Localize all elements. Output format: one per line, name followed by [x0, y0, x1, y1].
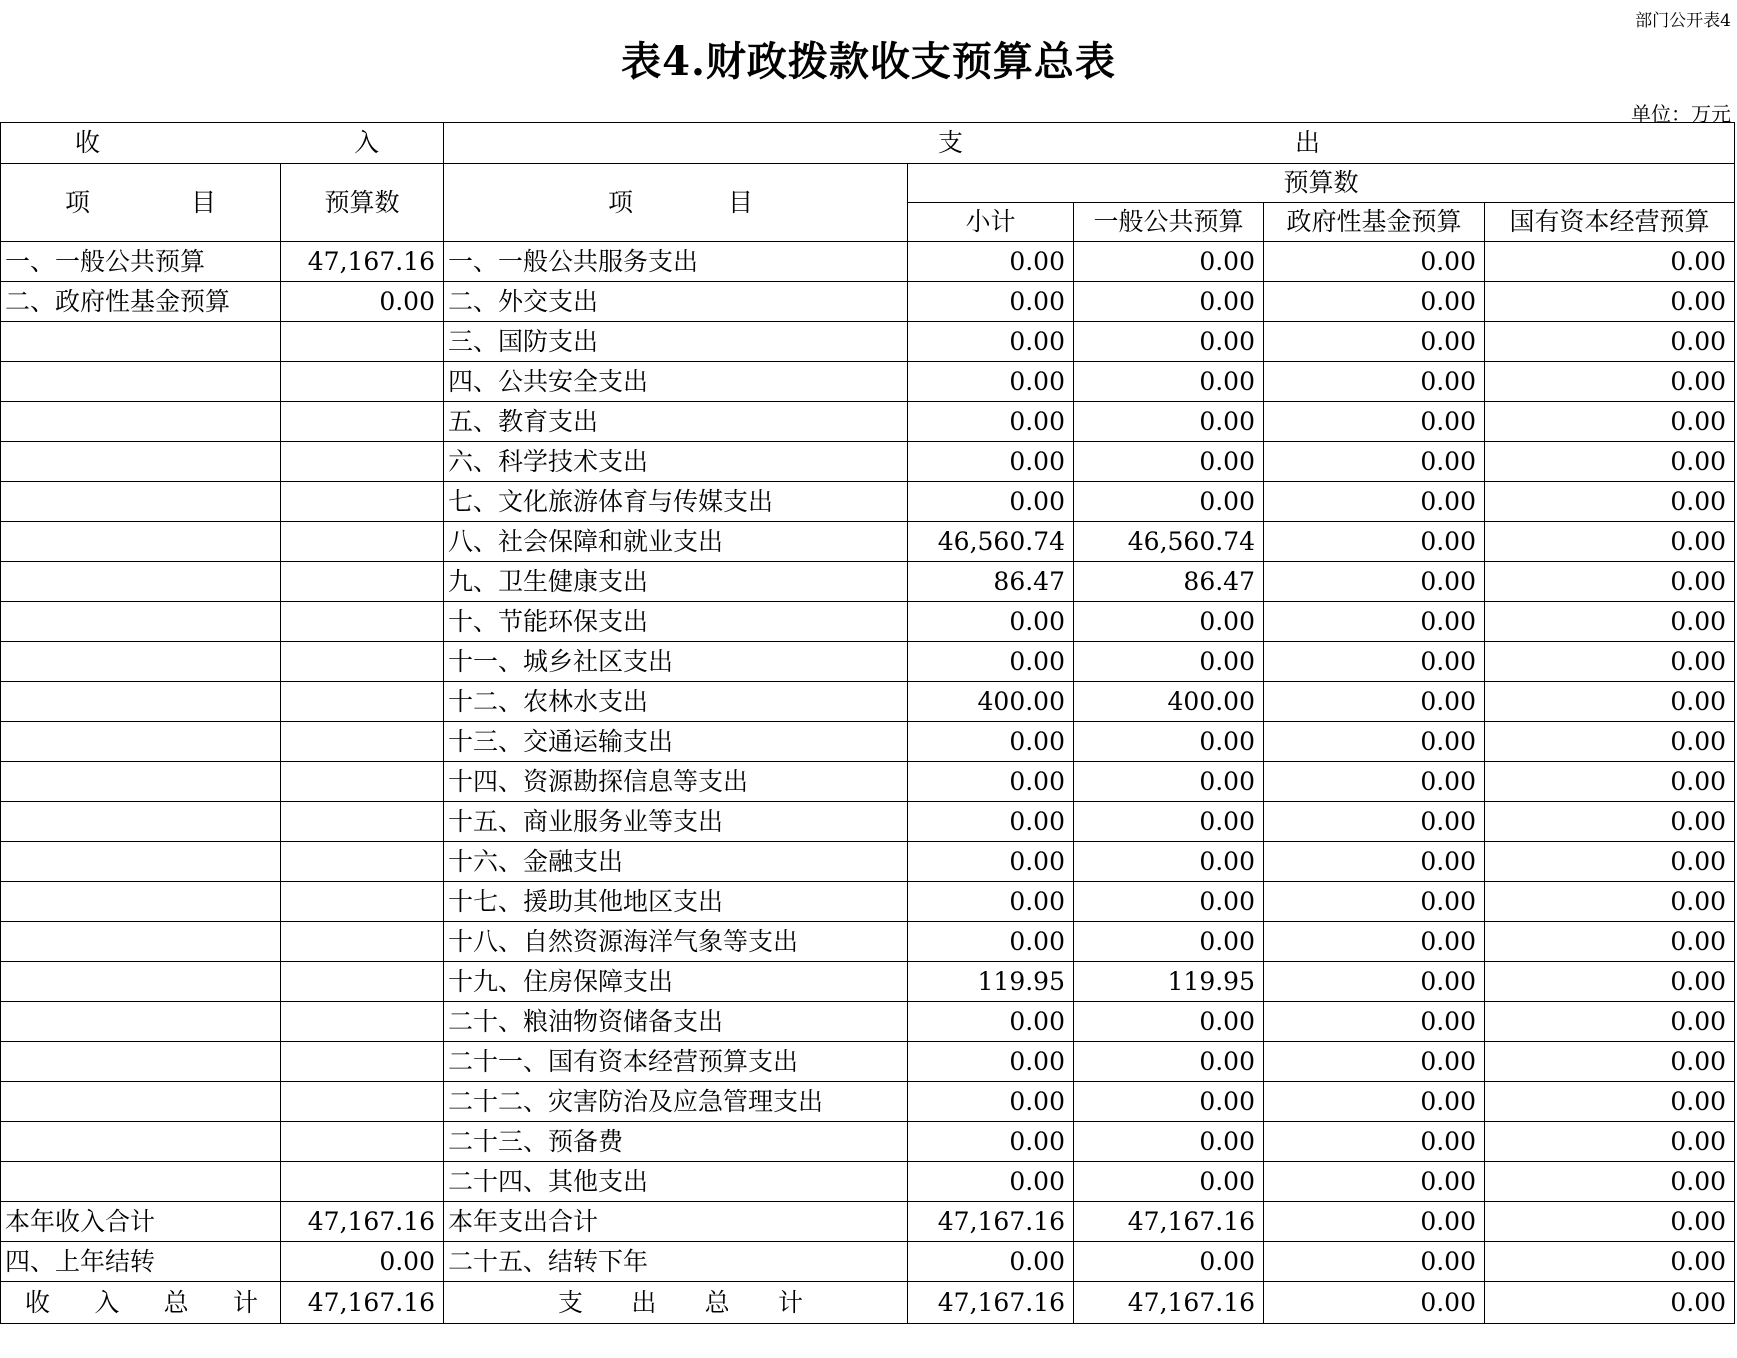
- expense-item-cell: 十六、金融支出: [444, 842, 908, 882]
- income-amount-cell: [281, 1162, 444, 1202]
- income-amount-cell: [281, 322, 444, 362]
- table-row: [1, 762, 1735, 802]
- income-amount-cell: [281, 482, 444, 522]
- income-amount-cell: [281, 722, 444, 762]
- table-row: [1, 642, 1735, 682]
- item-header-char: 目: [727, 187, 753, 217]
- general-public-cell: 0.00: [1074, 762, 1264, 802]
- table-row: [1, 242, 1735, 282]
- table-row: [1, 402, 1735, 442]
- expense-header-char: 出: [1295, 128, 1321, 157]
- income-amount-cell: [281, 642, 444, 682]
- income-item-cell: [1, 642, 281, 682]
- income-item-cell: 二、政府性基金预算: [1, 282, 281, 322]
- state-capital-cell: 0.00: [1485, 1202, 1735, 1242]
- general-public-header: 一般公共预算: [1074, 203, 1264, 242]
- general-public-cell: 119.95: [1074, 962, 1264, 1002]
- expense-total-label: [444, 1282, 908, 1324]
- expense-item-cell: 二十一、国有资本经营预算支出: [444, 1042, 908, 1082]
- subtotal-cell: 0.00: [908, 722, 1074, 762]
- income-item-cell: [1, 442, 281, 482]
- table-row: [1, 682, 1735, 722]
- expense-item-cell: 本年支出合计: [444, 1202, 908, 1242]
- income-total-amount: 47,167.16: [281, 1282, 444, 1324]
- expense-item-cell: 十九、住房保障支出: [444, 962, 908, 1002]
- expense-item-cell: 二十三、预备费: [444, 1122, 908, 1162]
- gov-fund-cell: 0.00: [1264, 362, 1485, 402]
- table-row: [1, 962, 1735, 1002]
- income-item-cell: [1, 1002, 281, 1042]
- expense-item-cell: 五、教育支出: [444, 402, 908, 442]
- subtotal-cell: 0.00: [908, 1122, 1074, 1162]
- expense-item-cell: 九、卫生健康支出: [444, 562, 908, 602]
- general-public-cell: 0.00: [1074, 802, 1264, 842]
- gov-fund-cell: 0.00: [1264, 882, 1485, 922]
- expense-item-cell: 八、社会保障和就业支出: [444, 522, 908, 562]
- general-public-cell: 0.00: [1074, 1162, 1264, 1202]
- table-row: [1, 1002, 1735, 1042]
- state-capital-cell: 0.00: [1485, 722, 1735, 762]
- expense-item-cell: 二十二、灾害防治及应急管理支出: [444, 1082, 908, 1122]
- total-row: [1, 1282, 1735, 1324]
- expense-item-cell: 十七、援助其他地区支出: [444, 882, 908, 922]
- income-item-header: [1, 164, 281, 242]
- income-amount-cell: 47,167.16: [281, 242, 444, 282]
- gov-fund-cell: 0.00: [1264, 562, 1485, 602]
- general-public-cell: 0.00: [1074, 1122, 1264, 1162]
- state-capital-header: 国有资本经营预算: [1485, 203, 1735, 242]
- gov-fund-cell: 0.00: [1264, 442, 1485, 482]
- income-item-cell: [1, 922, 281, 962]
- income-item-cell: [1, 562, 281, 602]
- income-amount-cell: [281, 442, 444, 482]
- general-public-cell: 0.00: [1074, 1002, 1264, 1042]
- income-item-cell: [1, 362, 281, 402]
- item-header-char: 项: [608, 187, 634, 217]
- gov-fund-cell: 0.00: [1264, 762, 1485, 802]
- table-row: [1, 1042, 1735, 1082]
- subtotal-cell: 0.00: [908, 602, 1074, 642]
- table-row: [1, 602, 1735, 642]
- expense-item-cell: 二、外交支出: [444, 282, 908, 322]
- gov-fund-cell: 0.00: [1264, 522, 1485, 562]
- state-capital-cell: 0.00: [1485, 642, 1735, 682]
- income-total-label-char: 入: [94, 1288, 120, 1317]
- gov-fund-cell: 0.00: [1264, 1082, 1485, 1122]
- subtotal-cell: 46,560.74: [908, 522, 1074, 562]
- general-public-cell: 0.00: [1074, 362, 1264, 402]
- item-header-char: 目: [190, 187, 216, 217]
- state-capital-cell: 0.00: [1485, 762, 1735, 802]
- income-budget-header: 预算数: [281, 164, 444, 242]
- income-amount-cell: [281, 1042, 444, 1082]
- income-amount-cell: [281, 882, 444, 922]
- header-row-columns: [1, 164, 1735, 203]
- table-row: [1, 362, 1735, 402]
- state-capital-cell: 0.00: [1485, 362, 1735, 402]
- subtotal-cell: 0.00: [908, 1082, 1074, 1122]
- table-row: [1, 1242, 1735, 1282]
- income-item-cell: [1, 602, 281, 642]
- expense-item-cell: 二十五、结转下年: [444, 1242, 908, 1282]
- general-public-cell: 0.00: [1074, 1242, 1264, 1282]
- header-row-sections: [1, 123, 1735, 164]
- item-header-char: 项: [65, 187, 91, 217]
- budget-count-group-header: 预算数: [908, 164, 1735, 203]
- state-capital-cell: 0.00: [1485, 282, 1735, 322]
- general-public-cell: 86.47: [1074, 562, 1264, 602]
- income-item-cell: [1, 1162, 281, 1202]
- expense-total-label-char: 总: [704, 1288, 730, 1317]
- gov-fund-cell: 0.00: [1264, 722, 1485, 762]
- subtotal-cell: 47,167.16: [908, 1202, 1074, 1242]
- expense-total-label-char: 出: [631, 1288, 657, 1317]
- income-header-char: 入: [353, 128, 379, 157]
- subtotal-cell: 0.00: [908, 802, 1074, 842]
- income-item-cell: [1, 402, 281, 442]
- income-item-cell: [1, 962, 281, 1002]
- budget-table: [0, 122, 1735, 1324]
- income-total-label: [1, 1282, 281, 1324]
- gov-fund-cell: 0.00: [1264, 482, 1485, 522]
- gov-fund-cell: 0.00: [1264, 242, 1485, 282]
- state-capital-total-cell: 0.00: [1485, 1282, 1735, 1324]
- subtotal-cell: 0.00: [908, 362, 1074, 402]
- income-item-cell: [1, 882, 281, 922]
- income-item-cell: 四、上年结转: [1, 1242, 281, 1282]
- general-public-cell: 400.00: [1074, 682, 1264, 722]
- gov-fund-total-cell: 0.00: [1264, 1282, 1485, 1324]
- table-row: [1, 522, 1735, 562]
- expense-item-cell: 十一、城乡社区支出: [444, 642, 908, 682]
- general-public-total-cell: 47,167.16: [1074, 1282, 1264, 1324]
- table-row: [1, 322, 1735, 362]
- table-row: [1, 1162, 1735, 1202]
- table-row: [1, 1082, 1735, 1122]
- income-item-cell: 一、一般公共预算: [1, 242, 281, 282]
- general-public-cell: 0.00: [1074, 642, 1264, 682]
- subtotal-cell: 0.00: [908, 282, 1074, 322]
- income-item-cell: [1, 762, 281, 802]
- gov-fund-cell: 0.00: [1264, 402, 1485, 442]
- gov-fund-cell: 0.00: [1264, 1162, 1485, 1202]
- state-capital-cell: 0.00: [1485, 1242, 1735, 1282]
- subtotal-total-cell: 47,167.16: [908, 1282, 1074, 1324]
- state-capital-cell: 0.00: [1485, 922, 1735, 962]
- state-capital-cell: 0.00: [1485, 1122, 1735, 1162]
- gov-fund-cell: 0.00: [1264, 642, 1485, 682]
- state-capital-cell: 0.00: [1485, 402, 1735, 442]
- state-capital-cell: 0.00: [1485, 562, 1735, 602]
- gov-fund-cell: 0.00: [1264, 842, 1485, 882]
- table-row: [1, 802, 1735, 842]
- state-capital-cell: 0.00: [1485, 962, 1735, 1002]
- income-amount-cell: [281, 802, 444, 842]
- page-title: 表4.财政拨款收支预算总表: [621, 38, 1116, 85]
- income-amount-cell: [281, 762, 444, 802]
- general-public-cell: 0.00: [1074, 1042, 1264, 1082]
- state-capital-cell: 0.00: [1485, 1002, 1735, 1042]
- income-item-cell: [1, 482, 281, 522]
- income-amount-cell: [281, 1002, 444, 1042]
- state-capital-cell: 0.00: [1485, 322, 1735, 362]
- table-row: [1, 482, 1735, 522]
- expense-item-header: [444, 164, 908, 242]
- income-item-cell: [1, 842, 281, 882]
- subtotal-cell: 0.00: [908, 1242, 1074, 1282]
- state-capital-cell: 0.00: [1485, 442, 1735, 482]
- expense-item-cell: 三、国防支出: [444, 322, 908, 362]
- income-amount-cell: [281, 922, 444, 962]
- table-row: [1, 882, 1735, 922]
- gov-fund-cell: 0.00: [1264, 1002, 1485, 1042]
- income-item-cell: [1, 682, 281, 722]
- state-capital-cell: 0.00: [1485, 1082, 1735, 1122]
- expense-item-cell: 十、节能环保支出: [444, 602, 908, 642]
- gov-fund-cell: 0.00: [1264, 282, 1485, 322]
- income-amount-cell: [281, 362, 444, 402]
- income-amount-cell: [281, 682, 444, 722]
- income-amount-cell: [281, 962, 444, 1002]
- subtotal-cell: 0.00: [908, 482, 1074, 522]
- income-total-label-char: 收: [25, 1288, 51, 1317]
- state-capital-cell: 0.00: [1485, 682, 1735, 722]
- general-public-cell: 0.00: [1074, 282, 1264, 322]
- gov-fund-cell: 0.00: [1264, 922, 1485, 962]
- income-item-cell: [1, 1082, 281, 1122]
- expense-item-cell: 十五、商业服务业等支出: [444, 802, 908, 842]
- income-item-cell: [1, 322, 281, 362]
- income-amount-cell: [281, 562, 444, 602]
- subtotal-cell: 0.00: [908, 1042, 1074, 1082]
- expense-total-label-char: 支: [558, 1288, 584, 1317]
- general-public-cell: 0.00: [1074, 322, 1264, 362]
- gov-fund-cell: 0.00: [1264, 1202, 1485, 1242]
- expense-item-cell: 一、一般公共服务支出: [444, 242, 908, 282]
- state-capital-cell: 0.00: [1485, 802, 1735, 842]
- subtotal-cell: 86.47: [908, 562, 1074, 602]
- gov-fund-cell: 0.00: [1264, 682, 1485, 722]
- subtotal-cell: 0.00: [908, 1162, 1074, 1202]
- gov-fund-cell: 0.00: [1264, 962, 1485, 1002]
- expense-header-char: 支: [938, 128, 964, 157]
- income-amount-cell: 0.00: [281, 282, 444, 322]
- general-public-cell: 0.00: [1074, 442, 1264, 482]
- income-amount-cell: [281, 1122, 444, 1162]
- subtotal-cell: 0.00: [908, 762, 1074, 802]
- general-public-cell: 0.00: [1074, 882, 1264, 922]
- expense-item-cell: 四、公共安全支出: [444, 362, 908, 402]
- gov-fund-cell: 0.00: [1264, 802, 1485, 842]
- gov-fund-cell: 0.00: [1264, 1042, 1485, 1082]
- state-capital-cell: 0.00: [1485, 522, 1735, 562]
- table-row: [1, 722, 1735, 762]
- subtotal-cell: 400.00: [908, 682, 1074, 722]
- subtotal-cell: 0.00: [908, 242, 1074, 282]
- expense-item-cell: 二十四、其他支出: [444, 1162, 908, 1202]
- table-row: [1, 562, 1735, 602]
- income-section-header: [1, 123, 444, 164]
- income-item-cell: [1, 722, 281, 762]
- page-tag: 部门公开表4: [1635, 11, 1731, 31]
- expense-item-cell: 十八、自然资源海洋气象等支出: [444, 922, 908, 962]
- unit-label: 单位：万元: [1631, 102, 1731, 126]
- general-public-cell: 0.00: [1074, 722, 1264, 762]
- general-public-cell: 46,560.74: [1074, 522, 1264, 562]
- income-item-cell: [1, 1042, 281, 1082]
- gov-fund-cell: 0.00: [1264, 1242, 1485, 1282]
- state-capital-cell: 0.00: [1485, 482, 1735, 522]
- income-item-cell: [1, 802, 281, 842]
- subtotal-cell: 0.00: [908, 1002, 1074, 1042]
- state-capital-cell: 0.00: [1485, 1162, 1735, 1202]
- table-row: [1, 842, 1735, 882]
- subtotal-cell: 0.00: [908, 842, 1074, 882]
- table-row: [1, 1202, 1735, 1242]
- general-public-cell: 0.00: [1074, 242, 1264, 282]
- subtotal-cell: 0.00: [908, 402, 1074, 442]
- income-item-cell: [1, 522, 281, 562]
- state-capital-cell: 0.00: [1485, 842, 1735, 882]
- gov-fund-cell: 0.00: [1264, 1122, 1485, 1162]
- income-amount-cell: [281, 842, 444, 882]
- general-public-cell: 47,167.16: [1074, 1202, 1264, 1242]
- table-row: [1, 442, 1735, 482]
- gov-fund-header: 政府性基金预算: [1264, 203, 1485, 242]
- state-capital-cell: 0.00: [1485, 882, 1735, 922]
- expense-total-label-char: 计: [777, 1288, 803, 1317]
- general-public-cell: 0.00: [1074, 602, 1264, 642]
- table-row: [1, 922, 1735, 962]
- subtotal-cell: 0.00: [908, 442, 1074, 482]
- subtotal-header: 小计: [908, 203, 1074, 242]
- income-header-char: 收: [75, 128, 101, 157]
- expense-item-cell: 十四、资源勘探信息等支出: [444, 762, 908, 802]
- general-public-cell: 0.00: [1074, 842, 1264, 882]
- table-row: [1, 1122, 1735, 1162]
- income-item-cell: 本年收入合计: [1, 1202, 281, 1242]
- income-amount-cell: 47,167.16: [281, 1202, 444, 1242]
- gov-fund-cell: 0.00: [1264, 322, 1485, 362]
- expense-item-cell: 二十、粮油物资储备支出: [444, 1002, 908, 1042]
- general-public-cell: 0.00: [1074, 922, 1264, 962]
- subtotal-cell: 0.00: [908, 642, 1074, 682]
- expense-item-cell: 十二、农林水支出: [444, 682, 908, 722]
- gov-fund-cell: 0.00: [1264, 602, 1485, 642]
- expense-section-header: [444, 123, 1735, 164]
- state-capital-cell: 0.00: [1485, 242, 1735, 282]
- subtotal-cell: 119.95: [908, 962, 1074, 1002]
- income-amount-cell: 0.00: [281, 1242, 444, 1282]
- income-amount-cell: [281, 1082, 444, 1122]
- subtotal-cell: 0.00: [908, 882, 1074, 922]
- income-total-label-char: 计: [232, 1288, 258, 1317]
- subtotal-cell: 0.00: [908, 922, 1074, 962]
- income-amount-cell: [281, 402, 444, 442]
- income-item-cell: [1, 1122, 281, 1162]
- expense-item-cell: 七、文化旅游体育与传媒支出: [444, 482, 908, 522]
- general-public-cell: 0.00: [1074, 482, 1264, 522]
- state-capital-cell: 0.00: [1485, 1042, 1735, 1082]
- income-amount-cell: [281, 522, 444, 562]
- expense-item-cell: 六、科学技术支出: [444, 442, 908, 482]
- expense-item-cell: 十三、交通运输支出: [444, 722, 908, 762]
- general-public-cell: 0.00: [1074, 1082, 1264, 1122]
- income-total-label-char: 总: [163, 1288, 189, 1317]
- general-public-cell: 0.00: [1074, 402, 1264, 442]
- table-row: [1, 282, 1735, 322]
- state-capital-cell: 0.00: [1485, 602, 1735, 642]
- income-amount-cell: [281, 602, 444, 642]
- subtotal-cell: 0.00: [908, 322, 1074, 362]
